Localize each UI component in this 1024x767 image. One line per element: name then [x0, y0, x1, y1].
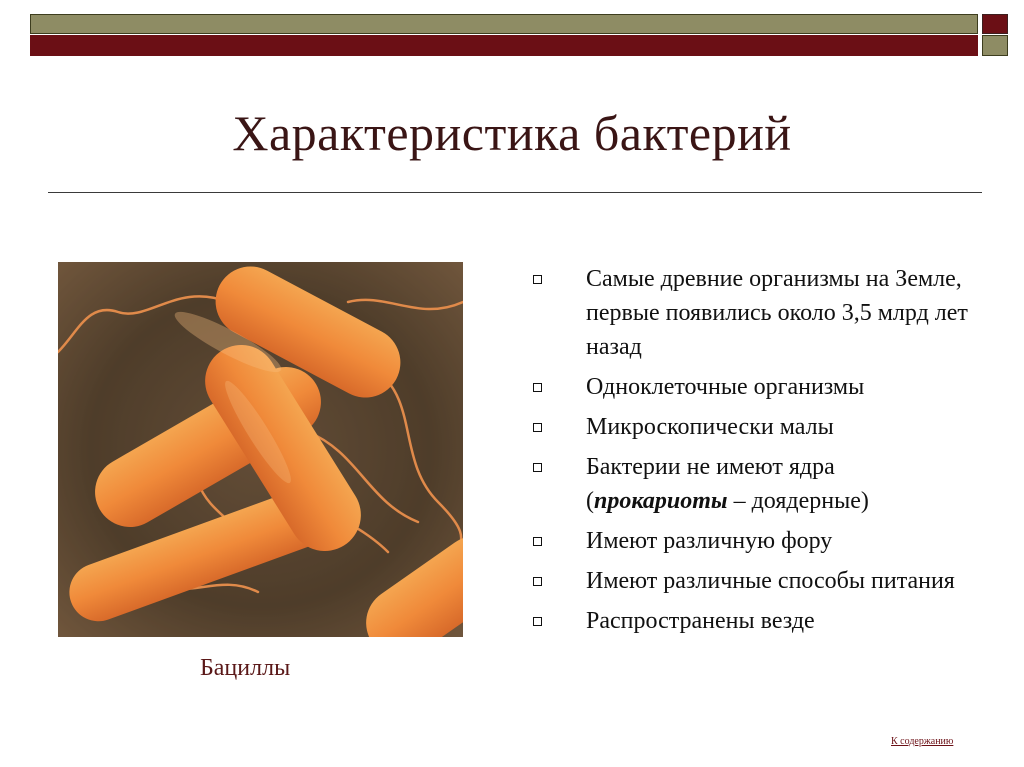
square-bullet-icon	[533, 537, 542, 546]
square-bullet-icon	[533, 423, 542, 432]
olive-stripe	[30, 14, 978, 34]
corner-square-top	[982, 14, 1008, 34]
bullet-item	[530, 450, 980, 518]
photo-caption: Бациллы	[200, 655, 291, 681]
bullet-list	[530, 262, 980, 644]
bullet-text: Микроскопически малы	[586, 414, 834, 440]
bullet-item	[530, 262, 980, 364]
bullet-text-suffix: – доядерные)	[727, 488, 869, 514]
bullet-text-prefix: Бактерии не имеют ядра (	[586, 454, 835, 514]
bullet-text: Имеют различную фору	[586, 528, 833, 554]
header-decoration-bar	[30, 14, 978, 56]
square-bullet-icon	[533, 577, 542, 586]
square-bullet-icon	[533, 383, 542, 392]
corner-decoration	[982, 14, 1010, 56]
square-bullet-icon	[533, 275, 542, 284]
title-divider	[48, 192, 982, 193]
bullet-item	[530, 564, 980, 598]
bullet-item	[530, 604, 980, 638]
bullet-text: Одноклеточные организмы	[586, 374, 865, 400]
square-bullet-icon	[533, 463, 542, 472]
bullet-text: Самые древние организмы на Земле, первые появились около 3,5 млрд лет назад	[586, 266, 968, 360]
bullet-item	[530, 524, 980, 558]
bullet-text: Распространены везде	[586, 608, 815, 634]
contents-link[interactable]: К содержанию	[891, 736, 954, 747]
square-bullet-icon	[533, 617, 542, 626]
corner-square-bottom	[982, 35, 1008, 56]
bullet-item	[530, 410, 980, 444]
slide-title: Характеристика бактерий	[232, 105, 792, 161]
maroon-stripe	[30, 35, 978, 56]
bacteria-photo	[58, 262, 463, 637]
bullet-emphasis: прокариоты	[594, 488, 728, 514]
bullet-text: Имеют различные способы питания	[586, 568, 955, 594]
bullet-item	[530, 370, 980, 404]
